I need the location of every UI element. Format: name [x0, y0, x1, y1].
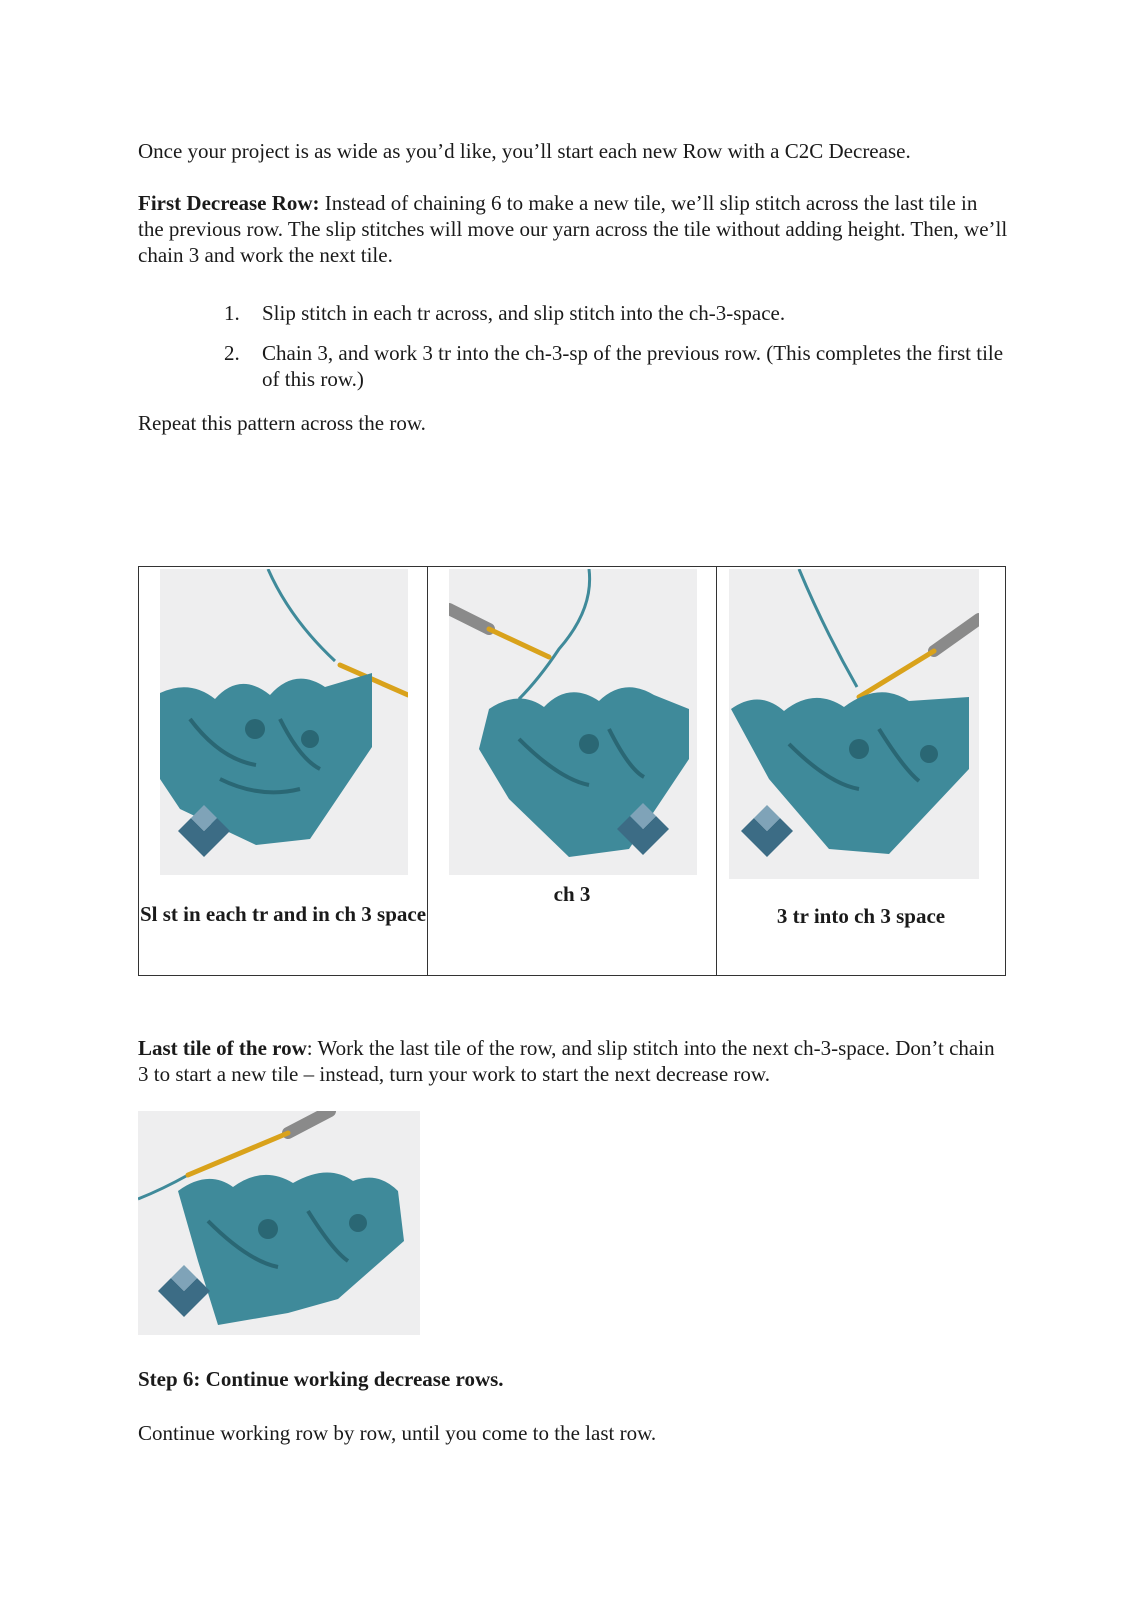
photo-cell — [428, 567, 717, 976]
last-tile-label: Last tile of the row — [138, 1036, 307, 1060]
last-tile-paragraph — [138, 1035, 1008, 1087]
photo-cell — [717, 567, 1006, 976]
first-decrease-paragraph — [138, 190, 1008, 268]
crochet-slip-stitch-photo — [160, 569, 408, 875]
crochet-last-tile-photo — [138, 1111, 420, 1335]
intro-paragraph: Once your project is as wide as you’d like, you’ll start each new Row with a C2C Decrease. — [138, 139, 911, 163]
last-tile-text: : Work the last tile of the row, and slip stitch into the next ch-3-space. Don’t chain 3 to start a new tile – instead, turn your work to start the next decrease row. — [138, 1036, 995, 1086]
list-item — [224, 340, 1014, 392]
repeat-paragraph: Repeat this pattern across the row. — [138, 411, 426, 435]
steps-list — [224, 300, 1014, 406]
first-decrease-label: First Decrease Row: — [138, 191, 320, 215]
step-text: Slip stitch in each tr across, and slip stitch into the ch-3-space. — [262, 301, 786, 325]
crochet-3-tr-photo — [729, 569, 979, 879]
step-number: 1. — [224, 301, 240, 325]
step-number: 2. — [224, 341, 240, 365]
closing-paragraph: Continue working row by row, until you come to the last row. — [138, 1421, 657, 1445]
photo-caption: 3 tr into ch 3 space — [776, 904, 946, 928]
first-decrease-text: Instead of chaining 6 to make a new tile, we’ll slip stitch across the last tile in the previous row. The slip stitches will move our yarn across the tile without adding height. Then, we’ll chain 3 and work the next tile. — [138, 191, 1008, 267]
step-text: Chain 3, and work 3 tr into the ch-3-sp of the previous row. (This completes the first tile of this row.) — [262, 341, 1004, 391]
photo-table — [138, 566, 1006, 976]
step6-heading: Step 6: Continue working decrease rows. — [138, 1367, 504, 1391]
crochet-chain-3-photo — [449, 569, 697, 875]
photo-caption: ch 3 — [553, 882, 591, 906]
photo-cell — [139, 567, 428, 976]
list-item — [224, 300, 1014, 326]
photo-caption: Sl st in each tr and in ch 3 space — [139, 902, 427, 926]
